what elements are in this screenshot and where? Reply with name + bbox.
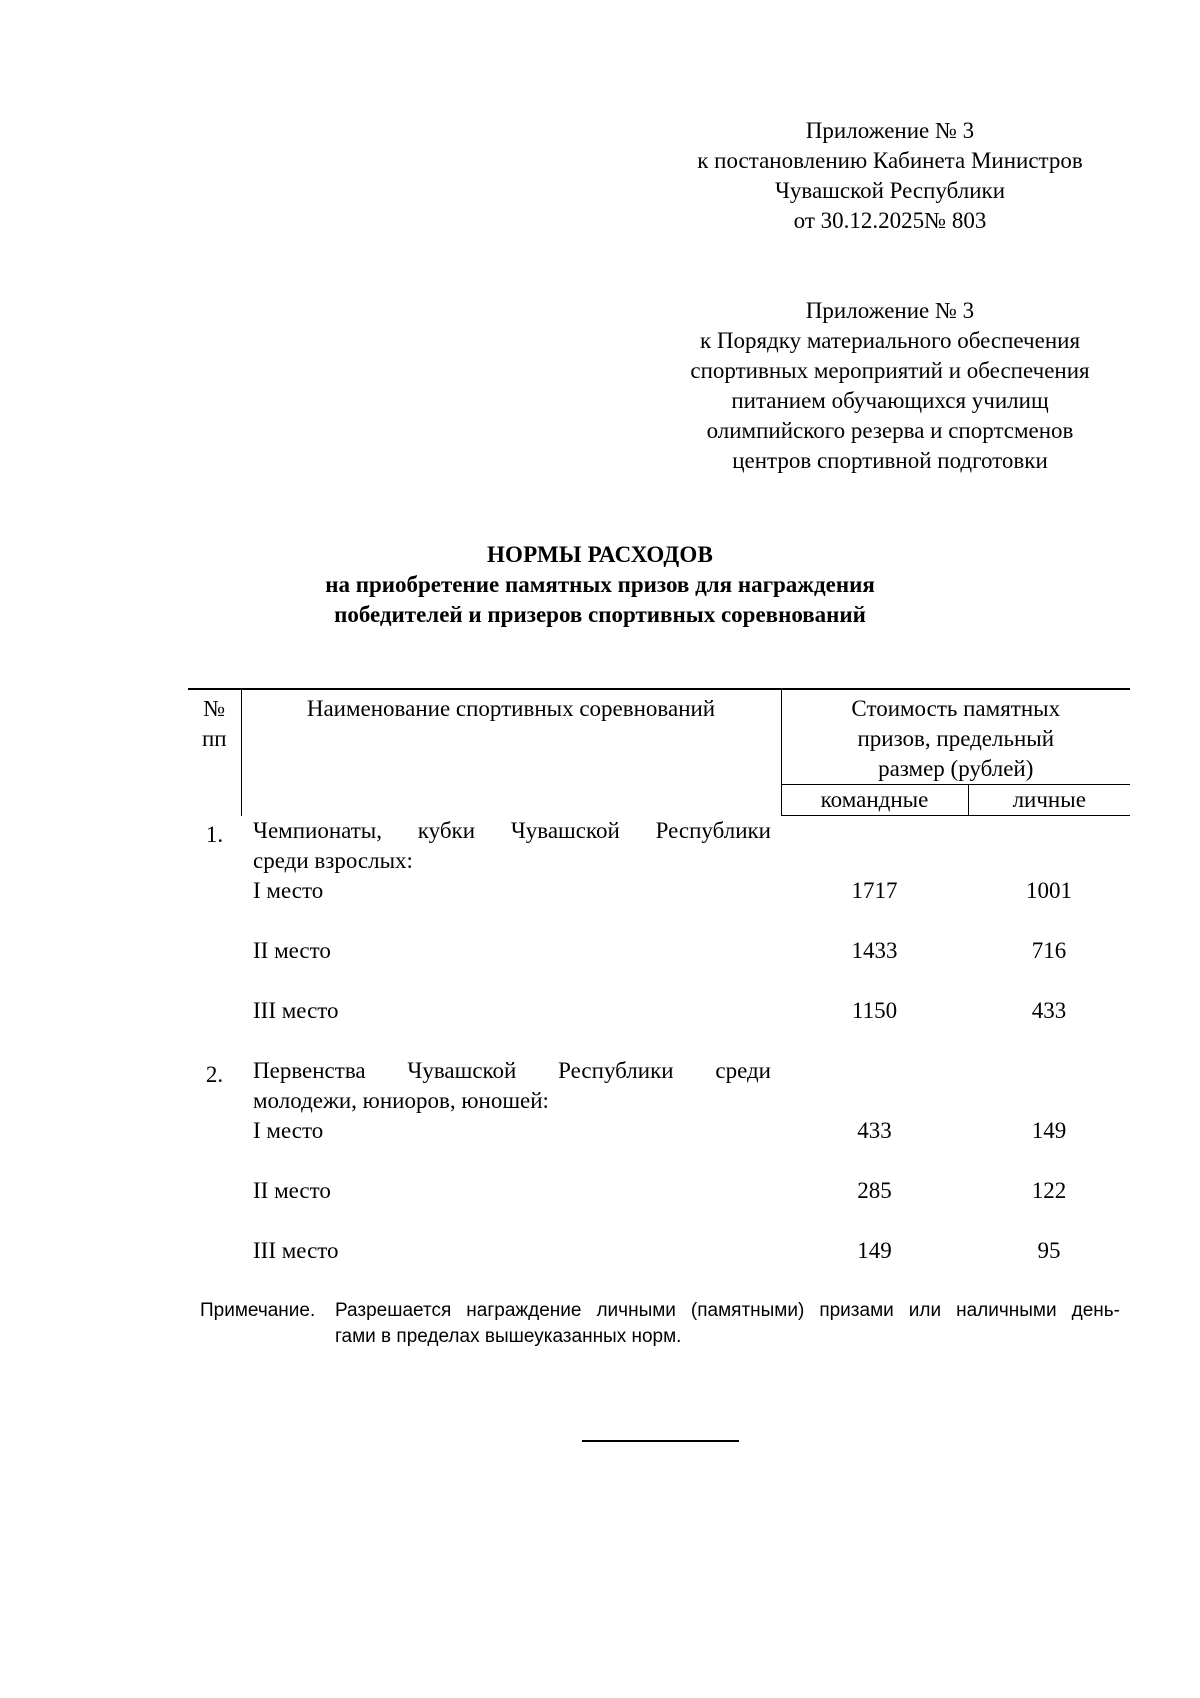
header-cost [781, 689, 1130, 785]
personal-value: 433 [1031, 997, 1067, 1023]
resolution-number: № 803 [924, 208, 987, 233]
annex-order-line: центров спортивной подготовки [732, 448, 1048, 473]
annex-order-header [600, 296, 1180, 476]
document-title [0, 540, 1200, 630]
group-title-line1: Чемпионаты, кубки Чувашской Республики [253, 817, 771, 843]
group-title-line1: Первенства Чувашской Республики среди [253, 1057, 771, 1083]
team-value: 285 [857, 1177, 892, 1203]
personal-value: 1001 [1026, 877, 1072, 903]
personal-value: 149 [1031, 1117, 1067, 1143]
header-cost-line2: призов, предельный [857, 726, 1055, 751]
header-number [188, 689, 241, 816]
place-label: I место [253, 877, 324, 903]
annex-order-line: спортивных мероприятий и обеспечения [690, 358, 1090, 383]
closing-rule [582, 1440, 739, 1442]
group-number: 2. [205, 1061, 224, 1087]
header-number-line1: № [203, 696, 226, 721]
annex-resolution-line2: к постановлению Кабинета Министров [697, 148, 1083, 173]
place-label: III место [253, 1237, 339, 1263]
expense-norms-table [188, 688, 1130, 1266]
table-row [188, 1176, 1130, 1206]
personal-value: 122 [1031, 1177, 1067, 1203]
title-sub-line1: на приобретение памятных призов для награждения [325, 572, 875, 597]
annex-resolution-line3: Чувашской Республики [774, 178, 1006, 203]
table-row [188, 1116, 1130, 1146]
group-number: 1. [205, 821, 224, 847]
table-row [188, 996, 1130, 1026]
place-label: I место [253, 1117, 324, 1143]
group-title-line2: среди взрослых: [253, 847, 413, 873]
footnote-line1: Разрешается награждение личными (памятными) призами или наличными день- [335, 1300, 1120, 1321]
personal-value: 716 [1031, 937, 1067, 963]
table-row [188, 936, 1130, 966]
header-personal: личные [968, 785, 1130, 816]
annex-order-line: олимпийского резерва и спортсменов [706, 418, 1074, 443]
annex-order-line: к Порядку материального обеспечения [699, 328, 1081, 353]
place-label: II место [253, 1177, 331, 1203]
footnote-line2: гами в пределах вышеуказанных норм. [335, 1326, 682, 1347]
team-value: 433 [857, 1117, 892, 1143]
header-cost-line3: размер (рублей) [878, 756, 1034, 781]
title-sub-line2: победителей и призеров спортивных соревнований [334, 602, 866, 627]
place-label: III место [253, 997, 339, 1023]
team-value: 1150 [851, 997, 898, 1023]
table-row [188, 876, 1130, 906]
group-title [241, 1056, 781, 1116]
place-label: II место [253, 937, 331, 963]
resolution-date: от 30.12.2025 [793, 208, 925, 233]
title-main: НОРМЫ РАСХОДОВ [486, 542, 714, 567]
header-competition-name [241, 689, 781, 816]
annex-resolution-header [600, 116, 1180, 236]
annex-order-line: питанием обучающихся училищ [731, 388, 1049, 413]
annex-resolution-date-line [600, 206, 1180, 236]
group-title-line2: молодежи, юниоров, юношей: [253, 1087, 549, 1113]
header-competition-name-text: Наименование спортивных соревнований [306, 696, 716, 721]
annex-resolution-line1: Приложение № 3 [805, 118, 975, 143]
table-row-group-2 [188, 1056, 1130, 1116]
personal-value: 95 [1037, 1237, 1061, 1263]
header-team: командные [781, 785, 968, 816]
group-title [241, 816, 781, 876]
header-cost-line1: Стоимость памятных [851, 696, 1061, 721]
team-value: 1433 [851, 937, 898, 963]
footnote-label: Примечание. [200, 1300, 316, 1321]
annex-order-line: Приложение № 3 [805, 298, 975, 323]
footnote [200, 1298, 1120, 1350]
team-value: 1717 [851, 877, 898, 903]
footnote-text [335, 1298, 1120, 1350]
header-number-line2: пп [201, 726, 227, 751]
table-row [188, 1236, 1130, 1266]
team-value: 149 [857, 1237, 892, 1263]
table-row-group-1 [188, 816, 1130, 876]
